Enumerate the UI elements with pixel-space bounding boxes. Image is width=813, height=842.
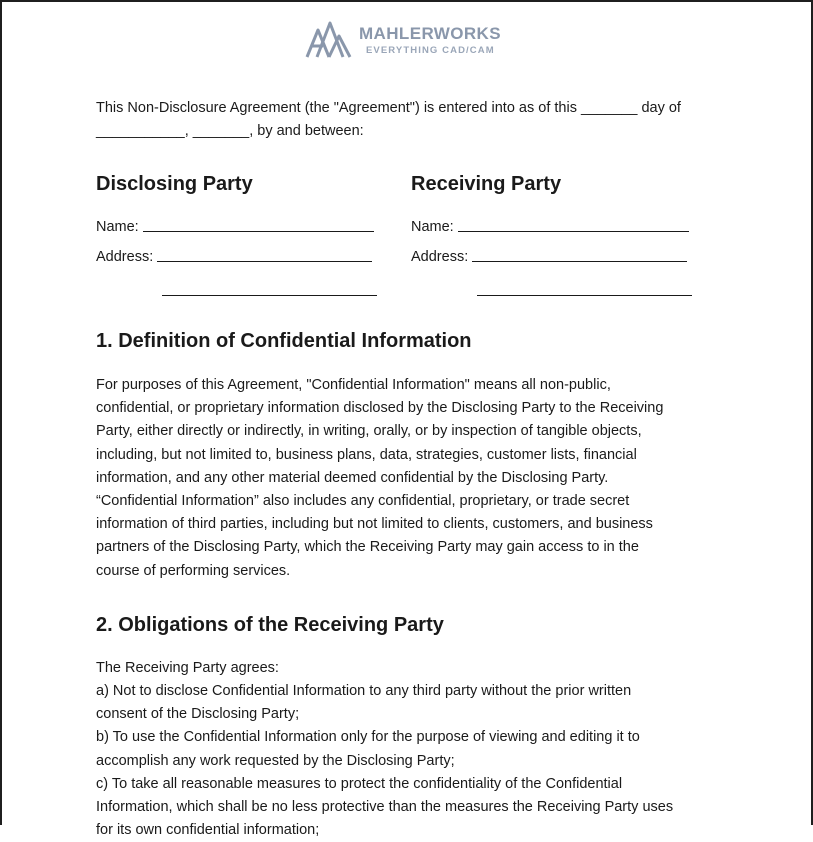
text-line: a) Not to disclose Confidential Information to any third party without the prior written xyxy=(96,683,632,700)
disclosing-name-field[interactable] xyxy=(96,215,411,235)
receiving-address-field[interactable] xyxy=(411,245,726,265)
text-line: confidential, or proprietary information disclosed by the Disclosing Party to the Receiving xyxy=(96,400,664,417)
address-blank-line[interactable] xyxy=(472,261,687,262)
intro-paragraph xyxy=(96,97,726,143)
section-1-heading: 1. Definition of Confidential Information xyxy=(96,330,472,352)
text-line: Information, which shall be no less protective than the measures the Receiving Party uses xyxy=(96,799,674,816)
receiving-name-field[interactable] xyxy=(411,215,726,235)
text-line: information, and any other material deemed confidential by the Disclosing Party. xyxy=(96,469,609,486)
receiving-party-heading: Receiving Party xyxy=(411,173,562,195)
section-1-paragraph xyxy=(96,374,726,583)
text-line: c) To take all reasonable measures to protect the confidentiality of the Confidential xyxy=(96,775,623,792)
mountain-logo-icon xyxy=(305,20,353,60)
text-line: including, but not limited to, business plans, data, strategies, customer lists, financial xyxy=(96,446,637,463)
section-2-paragraph xyxy=(96,657,726,842)
text-line: for its own confidential information; xyxy=(96,822,320,839)
name-label: Name: xyxy=(411,219,454,235)
disclosing-party-block xyxy=(96,173,411,309)
address-label: Address: xyxy=(96,249,154,265)
section-obligations xyxy=(96,614,726,842)
name-blank-line[interactable] xyxy=(458,231,689,232)
address-blank-line-2[interactable] xyxy=(162,295,377,296)
text-line: information of third parties, including but not limited to clients, customers, and business xyxy=(96,516,653,533)
text-line: “Confidential Information” also includes any confidential, proprietary, or trade secret xyxy=(96,493,630,510)
text-line: b) To use the Confidential Information only for the purpose of viewing and editing it to xyxy=(96,729,640,746)
address-blank-line[interactable] xyxy=(157,261,372,262)
text-line: partners of the Disclosing Party, which the Receiving Party may gain access to in the xyxy=(96,539,639,556)
text-line: For purposes of this Agreement, "Confidential Information" means all non-public, xyxy=(96,377,611,393)
receiving-address-line-2[interactable] xyxy=(411,279,726,299)
address-label: Address: xyxy=(411,249,469,265)
section-2-heading: 2. Obligations of the Receiving Party xyxy=(96,613,444,636)
text-line: accomplish any work requested by the Disclosing Party; xyxy=(96,752,455,769)
text-line: course of performing services. xyxy=(96,562,291,579)
receiving-party-block xyxy=(411,173,726,309)
document-body xyxy=(96,97,726,842)
intro-line-2: ___________, _______, by and between: xyxy=(96,123,364,139)
logo-tagline: EVERYTHING CAD/CAM xyxy=(366,44,495,56)
logo-name: MAHLERWORKS xyxy=(359,23,501,43)
text-line: consent of the Disclosing Party; xyxy=(96,706,300,723)
text-line: The Receiving Party agrees: xyxy=(96,659,279,676)
name-label: Name: xyxy=(96,219,139,235)
parties-block xyxy=(96,173,726,309)
disclosing-address-field[interactable] xyxy=(96,245,411,265)
section-definition xyxy=(96,330,726,583)
disclosing-address-line-2[interactable] xyxy=(96,279,411,299)
text-line: Party, either directly or indirectly, in writing, orally, or by inspection of tangible objects, xyxy=(96,423,642,440)
name-blank-line[interactable] xyxy=(143,231,374,232)
intro-line-1: This Non-Disclosure Agreement (the "Agreement") is entered into as of this _______ day of xyxy=(96,100,681,116)
address-blank-line-2[interactable] xyxy=(477,295,692,296)
company-logo xyxy=(305,20,501,60)
disclosing-party-heading: Disclosing Party xyxy=(96,173,253,195)
